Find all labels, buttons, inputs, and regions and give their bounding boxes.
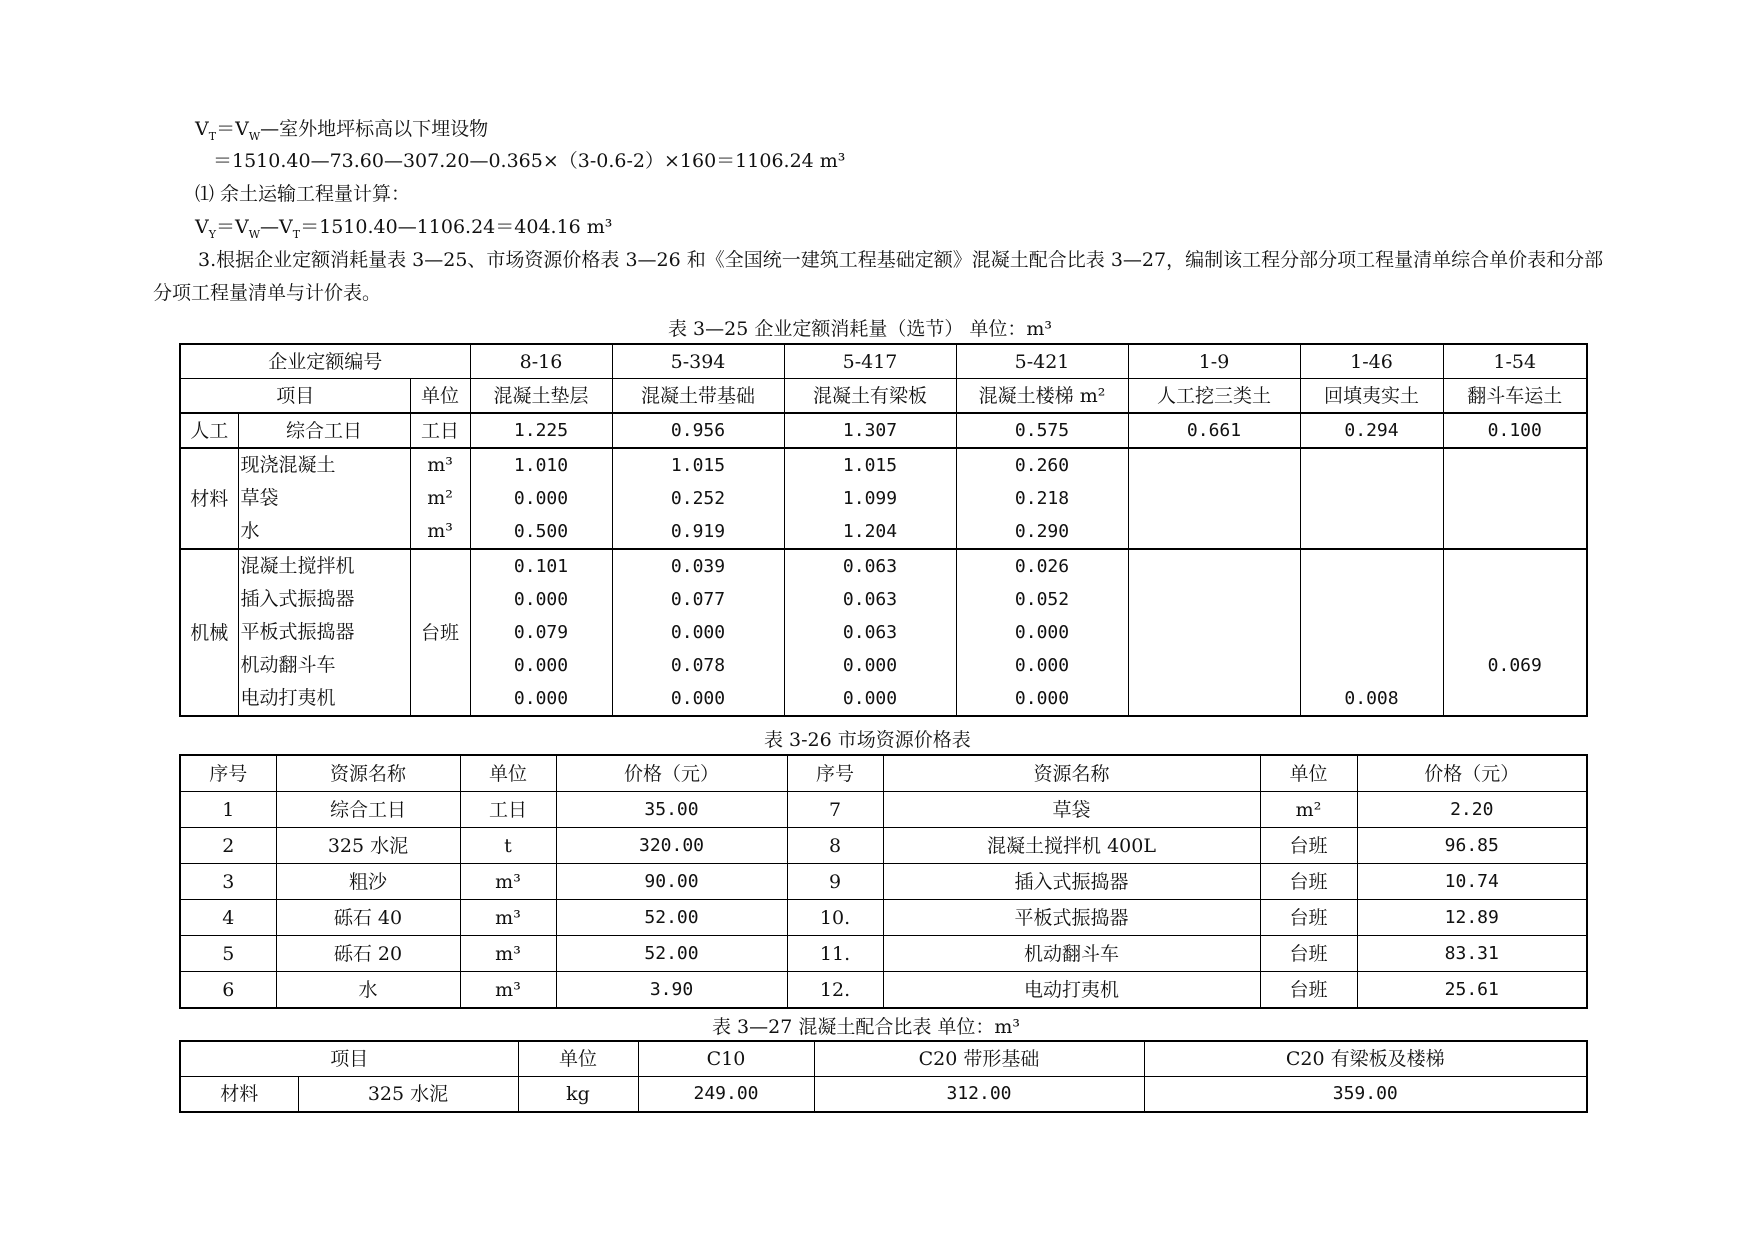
table-3-26-caption: 表 3-26 市场资源价格表 — [764, 729, 971, 751]
category-machinery: 机械 — [180, 549, 238, 716]
item-name: 综合工日 — [238, 413, 410, 448]
symbol: —V — [260, 216, 293, 238]
table-3-25 — [179, 343, 1588, 717]
header-code-label: 企业定额编号 — [180, 344, 470, 379]
value-cell: 0.052 — [1014, 589, 1070, 610]
value-cell: 0.000 — [1014, 688, 1070, 709]
formula-text: —室外地坪标高以下埋设物 — [260, 118, 489, 140]
value-cell: 0.039 — [670, 556, 726, 577]
column-header: C20 有梁板及楼梯 — [1144, 1041, 1587, 1077]
value-cell: 0.063 — [842, 622, 898, 643]
quota-code: 1-9 — [1128, 344, 1300, 379]
table-cell: 6 — [180, 972, 276, 1009]
value-cell: 0.218 — [1014, 488, 1070, 509]
section-heading — [195, 181, 410, 207]
value-cell: 0.294 — [1300, 413, 1443, 448]
value-column — [784, 549, 956, 716]
table-cell: 320.00 — [556, 828, 787, 864]
subscript: W — [248, 129, 261, 143]
table-cell: 52.00 — [556, 900, 787, 936]
table-row — [180, 792, 1587, 828]
table-cell: 粗沙 — [276, 864, 460, 900]
table-cell: 35.00 — [556, 792, 787, 828]
table-3-25-caption: 表 3—25 企业定额消耗量（选节） 单位：m³ — [668, 318, 1053, 340]
table-row — [180, 864, 1587, 900]
category-labor: 人工 — [180, 413, 238, 448]
value-cell: 0.079 — [513, 622, 569, 643]
formula-vt-calc — [213, 148, 845, 174]
value-cell: 0.000 — [1014, 655, 1070, 676]
table-cell: 52.00 — [556, 936, 787, 972]
material-unit: m³ — [427, 520, 453, 542]
table-row — [180, 379, 1587, 414]
value-column — [1300, 549, 1443, 716]
heading-text: ⑴ 余土运输工程量计算： — [195, 183, 411, 205]
material-unit: m³ — [427, 454, 453, 476]
value-cell: 0.919 — [670, 521, 726, 542]
table-cell: 混凝土搅拌机 400L — [883, 828, 1260, 864]
table-cell: m³ — [460, 864, 556, 900]
category-material: 材料 — [180, 448, 238, 549]
table-row — [180, 936, 1587, 972]
column-header: 单位 — [1260, 755, 1357, 792]
value-column — [470, 549, 612, 716]
value-column — [612, 448, 784, 549]
value-cell: 0.290 — [1014, 521, 1070, 542]
empty-cell — [1443, 448, 1587, 549]
table-cell: 水 — [276, 972, 460, 1009]
instruction-paragraph: 3.根据企业定额消耗量表 3—25、市场资源价格表 3—26 和《全国统一建筑工程基础定额》混凝土配合比表 3—27，编制该工程分部分项工程量清单综合单价表和分部分项工程量清单与计价表。 — [153, 249, 1604, 304]
material-unit: m² — [427, 487, 453, 509]
category-material: 材料 — [180, 1077, 298, 1113]
machinery-item: 电动打夷机 — [240, 687, 336, 709]
subscript: Y — [208, 227, 216, 241]
machinery-item: 插入式振捣器 — [240, 588, 355, 610]
table-cell: 11. — [787, 936, 883, 972]
machinery-item: 机动翻斗车 — [240, 654, 336, 676]
value-cell: 0.252 — [670, 488, 726, 509]
table-cell: m³ — [460, 972, 556, 1009]
value-cell: 0.260 — [1014, 455, 1070, 476]
item-unit: 工日 — [410, 413, 470, 448]
column-header: C10 — [638, 1041, 814, 1077]
value-cell: 0.077 — [670, 589, 726, 610]
table-cell: 25.61 — [1357, 972, 1587, 1009]
value-cell: 0.078 — [670, 655, 726, 676]
item-unit: kg — [518, 1077, 638, 1113]
value-column — [956, 448, 1128, 549]
column-header: 序号 — [180, 755, 276, 792]
quota-code: 8-16 — [470, 344, 612, 379]
quota-name: 混凝土楼梯 m² — [956, 379, 1128, 414]
table-cell: 砾石 40 — [276, 900, 460, 936]
value-cell: 0.069 — [1487, 655, 1542, 676]
value-cell: 0.661 — [1128, 413, 1300, 448]
value-cell: 0.000 — [842, 688, 898, 709]
column-header: 价格（元） — [1357, 755, 1587, 792]
column-header: C20 带形基础 — [814, 1041, 1144, 1077]
quota-code: 5-394 — [612, 344, 784, 379]
symbol: V — [195, 216, 209, 238]
table-3-26 — [179, 754, 1588, 1009]
value-column — [784, 448, 956, 549]
subscript: T — [208, 129, 217, 143]
table-cell: m³ — [460, 936, 556, 972]
table-cell: 电动打夷机 — [883, 972, 1260, 1009]
table-row — [180, 344, 1587, 379]
value-cell: 1.015 — [670, 455, 726, 476]
table-cell: 1 — [180, 792, 276, 828]
value-cell: 1.099 — [842, 488, 898, 509]
empty-cell — [1300, 448, 1443, 549]
value-cell: 1.015 — [842, 455, 898, 476]
formula-text: ＝1510.40—1106.24＝404.16 m³ — [300, 216, 613, 238]
table-row — [180, 972, 1587, 1009]
table-row — [180, 549, 1587, 716]
quota-name: 混凝土有梁板 — [784, 379, 956, 414]
table-cell: 草袋 — [883, 792, 1260, 828]
value-cell: 0.063 — [842, 589, 898, 610]
quota-name: 回填夷实土 — [1300, 379, 1443, 414]
value-cell: 0.000 — [513, 488, 569, 509]
machinery-items — [238, 549, 410, 716]
value-cell: 0.000 — [1014, 622, 1070, 643]
value-cell: 312.00 — [814, 1077, 1144, 1113]
subscript: W — [248, 227, 261, 241]
value-cell: 0.000 — [513, 655, 569, 676]
table-cell: 7 — [787, 792, 883, 828]
value-cell: 0.000 — [670, 688, 726, 709]
value-cell: 1.225 — [470, 413, 612, 448]
formula-vy — [195, 214, 612, 248]
material-units — [410, 448, 470, 549]
table-cell: t — [460, 828, 556, 864]
value-cell: 0.000 — [842, 655, 898, 676]
formula-text: ＝1510.40—73.60—307.20—0.365×（3-0.6-2）×160＝1106.24 m³ — [213, 150, 846, 172]
value-cell: 1.307 — [784, 413, 956, 448]
value-cell: 1.010 — [513, 455, 569, 476]
table-cell: 325 水泥 — [276, 828, 460, 864]
table-cell: 12. — [787, 972, 883, 1009]
table-cell: 10. — [787, 900, 883, 936]
material-item: 水 — [240, 520, 260, 542]
table-cell: 综合工日 — [276, 792, 460, 828]
column-header: 项目 — [180, 1041, 518, 1077]
value-cell: 0.575 — [956, 413, 1128, 448]
value-cell: 0.008 — [1344, 688, 1399, 709]
material-item: 草袋 — [240, 487, 279, 509]
value-cell: 0.100 — [1443, 413, 1587, 448]
column-header: 资源名称 — [276, 755, 460, 792]
value-cell: 0.500 — [513, 521, 569, 542]
table-cell: 台班 — [1260, 864, 1357, 900]
value-cell: 1.204 — [842, 521, 898, 542]
value-cell: 0.063 — [842, 556, 898, 577]
header-unit-label: 单位 — [410, 379, 470, 414]
value-cell: 0.026 — [1014, 556, 1070, 577]
table-3-27 — [179, 1040, 1588, 1113]
table-cell: 机动翻斗车 — [883, 936, 1260, 972]
quota-code: 1-46 — [1300, 344, 1443, 379]
quota-code: 5-417 — [784, 344, 956, 379]
material-items — [238, 448, 410, 549]
machinery-item: 平板式振捣器 — [240, 621, 355, 643]
table-cell: 5 — [180, 936, 276, 972]
table-header-row — [180, 1041, 1587, 1077]
value-column — [612, 549, 784, 716]
table-cell: 10.74 — [1357, 864, 1587, 900]
column-header: 单位 — [460, 755, 556, 792]
empty-cell — [1128, 448, 1300, 549]
table-cell: 12.89 — [1357, 900, 1587, 936]
table-cell: 8 — [787, 828, 883, 864]
table-row — [180, 900, 1587, 936]
table-cell: 4 — [180, 900, 276, 936]
table-cell: 台班 — [1260, 972, 1357, 1009]
table-cell: 台班 — [1260, 936, 1357, 972]
header-item-label: 项目 — [180, 379, 410, 414]
table-cell: 3.90 — [556, 972, 787, 1009]
table-cell: 9 — [787, 864, 883, 900]
value-cell: 359.00 — [1144, 1077, 1587, 1113]
table-cell: 96.85 — [1357, 828, 1587, 864]
table-cell: 90.00 — [556, 864, 787, 900]
table-header-row — [180, 755, 1587, 792]
empty-cell — [1128, 549, 1300, 716]
column-header: 价格（元） — [556, 755, 787, 792]
table-row — [180, 1077, 1587, 1113]
value-cell: 0.956 — [612, 413, 784, 448]
material-item: 现浇混凝土 — [240, 454, 336, 476]
column-header: 单位 — [518, 1041, 638, 1077]
table-cell: 插入式振捣器 — [883, 864, 1260, 900]
subscript: T — [292, 227, 301, 241]
table-cell: m² — [1260, 792, 1357, 828]
table-cell: 2.20 — [1357, 792, 1587, 828]
value-cell: 0.101 — [513, 556, 569, 577]
quota-name: 混凝土带基础 — [612, 379, 784, 414]
table-cell: 台班 — [1260, 828, 1357, 864]
column-header: 序号 — [787, 755, 883, 792]
machinery-unit: 台班 — [410, 549, 470, 716]
value-cell: 0.000 — [513, 589, 569, 610]
quota-name: 翻斗车运土 — [1443, 379, 1587, 414]
table-cell: 台班 — [1260, 900, 1357, 936]
table-cell: 2 — [180, 828, 276, 864]
table-cell: m³ — [460, 900, 556, 936]
value-column — [1443, 549, 1587, 716]
quota-code: 1-54 — [1443, 344, 1587, 379]
value-cell: 0.000 — [513, 688, 569, 709]
table-cell: 83.31 — [1357, 936, 1587, 972]
value-column — [956, 549, 1128, 716]
quota-name: 人工挖三类土 — [1128, 379, 1300, 414]
table-cell: 工日 — [460, 792, 556, 828]
table-cell: 平板式振捣器 — [883, 900, 1260, 936]
value-cell: 249.00 — [638, 1077, 814, 1113]
formula-vt — [195, 116, 488, 150]
quota-name: 混凝土垫层 — [470, 379, 612, 414]
table-row — [180, 448, 1587, 549]
table-3-27-caption: 表 3—27 混凝土配合比表 单位：m³ — [712, 1016, 1021, 1038]
value-cell: 0.000 — [670, 622, 726, 643]
machinery-item: 混凝土搅拌机 — [240, 555, 355, 577]
column-header: 资源名称 — [883, 755, 1260, 792]
symbol: ＝V — [216, 118, 249, 140]
symbol: ＝V — [216, 216, 249, 238]
value-column — [470, 448, 612, 549]
symbol: V — [195, 118, 209, 140]
quota-code: 5-421 — [956, 344, 1128, 379]
table-row — [180, 413, 1587, 448]
item-name: 325 水泥 — [298, 1077, 518, 1113]
table-cell: 3 — [180, 864, 276, 900]
table-cell: 砾石 20 — [276, 936, 460, 972]
table-row — [180, 828, 1587, 864]
